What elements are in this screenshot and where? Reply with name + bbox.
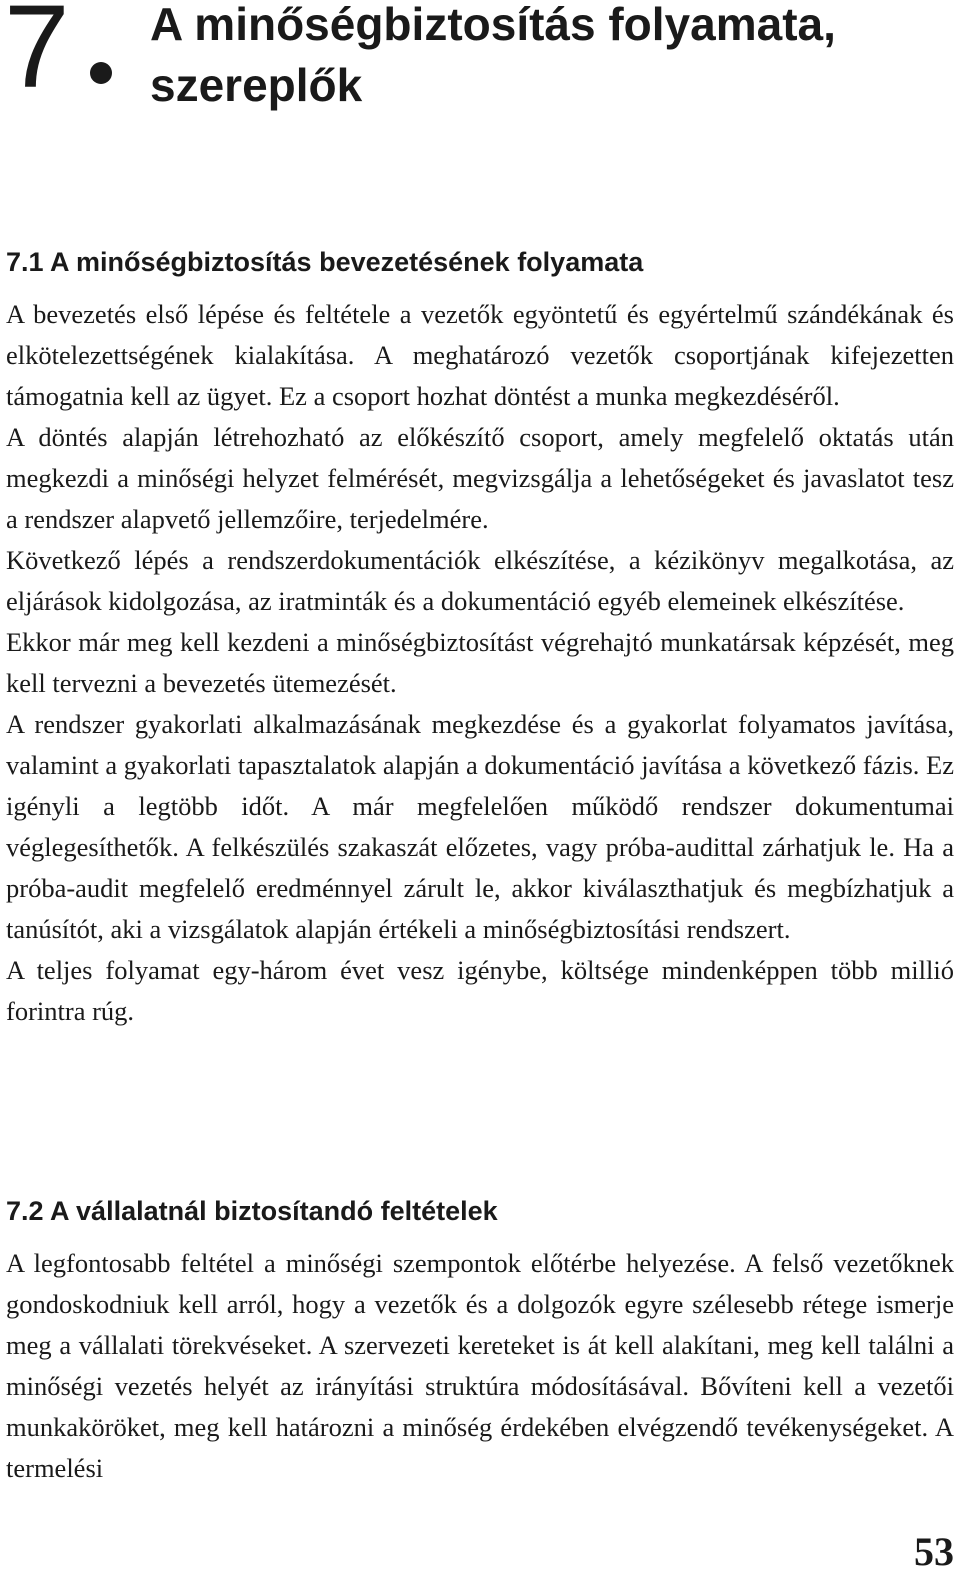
paragraph: A rendszer gyakorlati alkalmazásának megkezdése és a gyakorlat folyamatos javítása, valamint a gyakorlati tapasztalatok alapján a dokumentáció javítása a következő fázis. Ez igényli a legtöbb időt. A már megfelelően működő rendszer dokumentumai véglegesíthetők. A felkészülés szakaszát előzetes, vagy próba-audittal zárhatjuk le. Ha a próba-audit megfelelő eredménnyel zárult le, akkor kiválaszthatjuk és megbízhatjuk a tanúsítót, aki a vizsgálatok alapján értékeli a minőségbiztosítási rendszert. <box>6 709 954 944</box>
paragraph: A legfontosabb feltétel a minőségi szempontok előtérbe helyezése. A felső vezetőknek gondoskodniuk kell arról, hogy a vezetők és a dolgozók egyre szélesebb rétege ismerje meg a vállalati törekvéseket. A szervezeti kereteket is át kell alakítani, meg kell találni a minőségi vezetés helyét az irányítási struktúra módosításával. Bővíteni kell a vezetői munkaköröket, meg kell határozni a minőség érdekében elvégzendő tevékenységeket. A termelési <box>6 1248 954 1483</box>
section-heading-7-1: 7.1 A minőségbiztosítás bevezetésének folyamata <box>6 247 644 277</box>
chapter-header <box>4 0 954 118</box>
page-number: 53 <box>914 1529 954 1574</box>
paragraph: Ekkor már meg kell kezdeni a minőségbiztosítást végrehajtó munkatársak képzését, meg kell tervezni a bevezetés ütemezését. <box>6 627 954 698</box>
paragraph: A döntés alapján létrehozható az előkészítő csoport, amely megfelelő oktatás után megkezdi a minőségi helyzet felmérését, megvizsgálja a lehetőségeket és javaslatot tesz a rendszer alapvető jellemzőire, terjedelmére. <box>6 422 954 534</box>
paragraph: A teljes folyamat egy-három évet vesz igénybe, költsége mindenképpen több millió forintra rúg. <box>6 955 954 1026</box>
section-7-2-body <box>6 1243 954 1489</box>
paragraph: Következő lépés a rendszerdokumentációk elkészítése, a kézikönyv megalkotása, az eljárások kidolgozása, az iratminták és a dokumentáció egyéb elemeinek elkészítése. <box>6 545 954 616</box>
section-heading-7-2: 7.2 A vállalatnál biztosítandó feltételek <box>6 1196 498 1226</box>
paragraph: A bevezetés első lépése és feltétele a vezetők egyöntetű és egyértelmű szándékának és elkötelezettségének kialakítása. A meghatározó vezetők csoportjának kifejezetten támogatnia kell az ügyet. Ez a csoport hozhat döntést a munka megkezdéséről. <box>6 299 954 411</box>
chapter-number-dot <box>90 62 112 84</box>
chapter-title: A minőségbiztosítás folyamata, szereplők <box>150 0 836 111</box>
section-7-1-body <box>6 294 954 1032</box>
chapter-number: 7 <box>4 0 68 113</box>
